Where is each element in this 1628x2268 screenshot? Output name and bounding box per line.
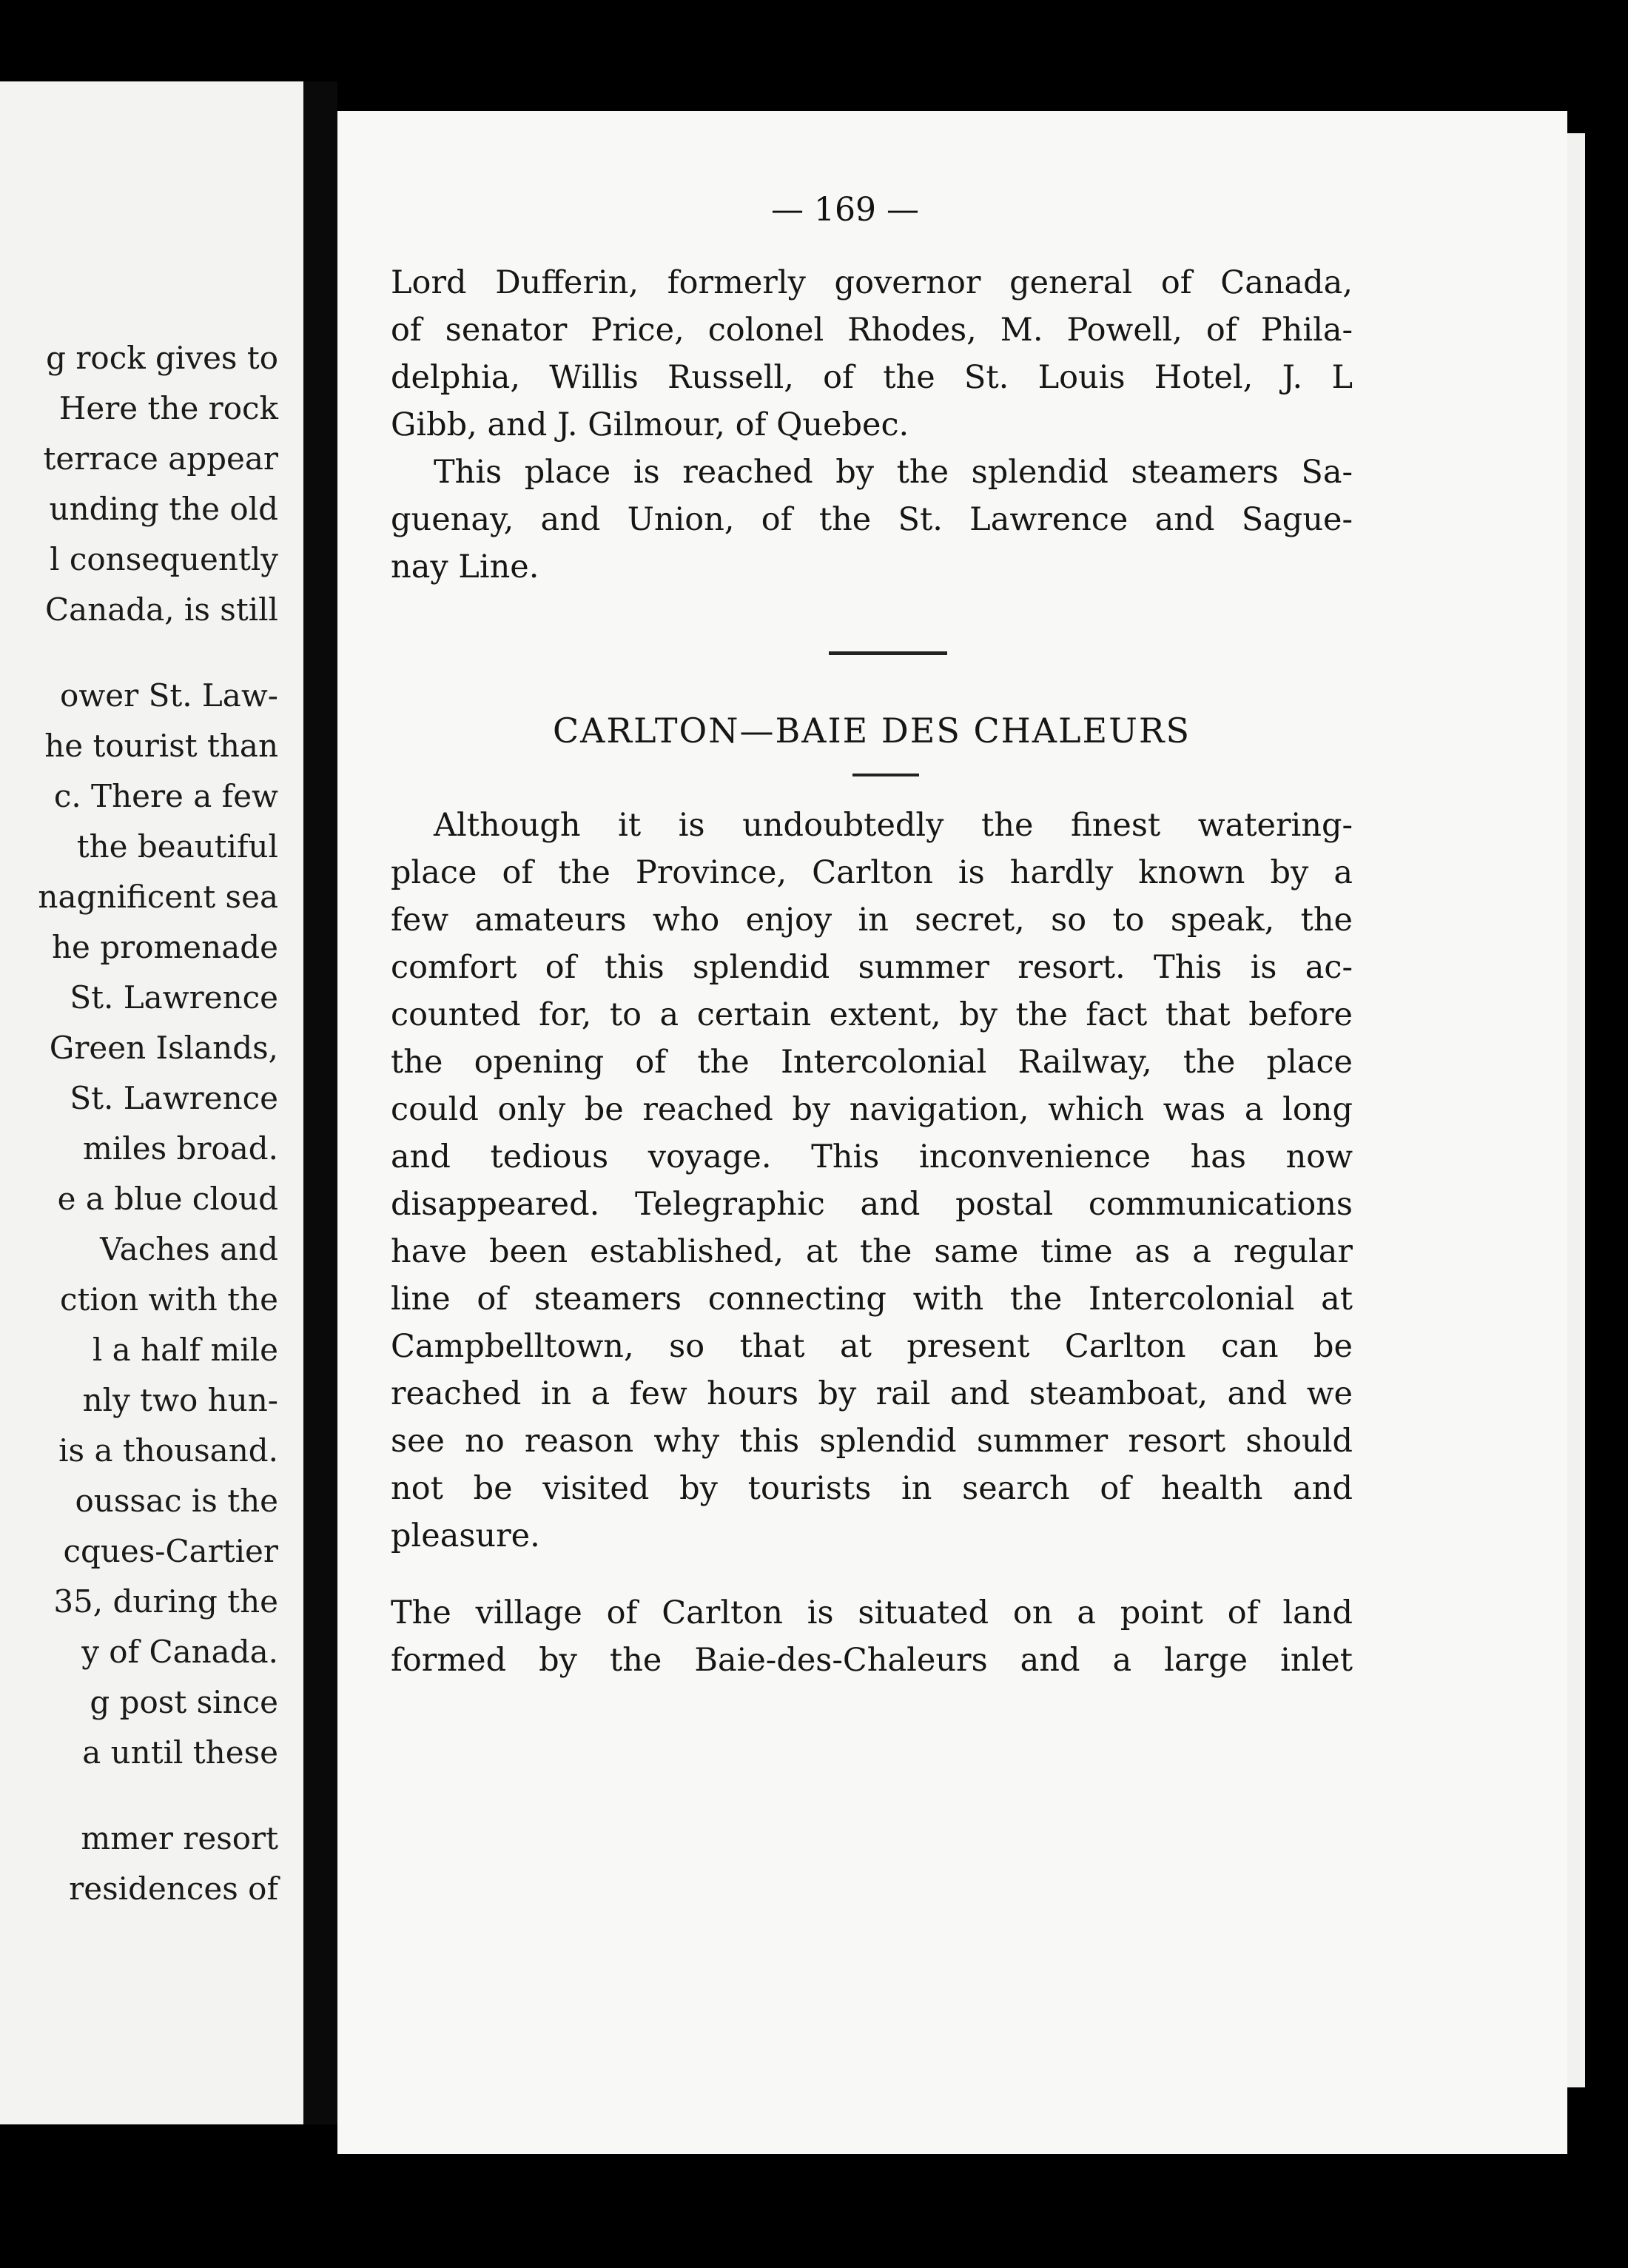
text-line: guenay, and Union, of the St. Lawrence and Sague- <box>391 501 1353 538</box>
text-line: nay Line. <box>391 548 539 586</box>
text-line: the opening of the Intercolonial Railway, the place <box>391 1044 1353 1081</box>
text-line: Campbelltown, so that at present Carlton can be <box>391 1328 1353 1365</box>
paragraph-gap <box>391 1560 1353 1589</box>
left-line: c. There a few <box>53 778 278 814</box>
left-line: e a blue cloud <box>57 1181 278 1217</box>
left-line-gap <box>38 1778 278 1814</box>
left-line: St. Lawrence <box>70 979 278 1016</box>
text-line: delphia, Willis Russell, of the St. Louis Hotel, J. L <box>391 359 1353 396</box>
text-line: place of the Province, Carlton is hardly known by a <box>391 854 1353 891</box>
paragraph-steamers <box>391 449 1353 591</box>
text-line: Although it is undoubtedly the finest watering- <box>434 807 1353 844</box>
book-gutter <box>303 81 337 2124</box>
left-line: he promenade <box>51 929 278 965</box>
left-line: Canada, is still <box>45 591 278 628</box>
text-line: counted for, to a certain extent, by the fact that before <box>391 996 1353 1033</box>
text-line: have been established, at the same time as a regular <box>391 1233 1353 1270</box>
left-line: residences of <box>69 1871 278 1907</box>
left-line: l a half mile <box>92 1332 278 1368</box>
left-line: y of Canada. <box>81 1634 278 1670</box>
left-line: nly two hun- <box>82 1382 278 1418</box>
heading-rule <box>852 774 919 776</box>
left-line: a until these <box>82 1734 278 1771</box>
left-line: he tourist than <box>44 728 278 764</box>
left-page-text <box>38 333 278 1914</box>
left-line: is a thousand. <box>58 1432 278 1469</box>
left-line: 35, during the <box>53 1583 278 1620</box>
left-line: Here the rock <box>58 390 278 426</box>
left-line: unding the old <box>49 491 278 527</box>
paragraph-village <box>391 1589 1353 1684</box>
section-heading: CARLTON—BAIE DES CHALEURS <box>552 711 1191 751</box>
page-number: — 169 — <box>771 191 919 229</box>
left-line: ower St. Law- <box>60 677 278 714</box>
left-line: nagnificent sea <box>38 879 278 915</box>
text-line: reached in a few hours by rail and steamboat, and we <box>391 1375 1353 1412</box>
left-line: l consequently <box>50 541 278 577</box>
page-body <box>391 259 1353 1684</box>
text-line: disappeared. Telegraphic and postal communications <box>391 1186 1353 1223</box>
text-line: line of steamers connecting with the Intercolonial at <box>391 1281 1353 1318</box>
left-line: Vaches and <box>100 1231 278 1267</box>
left-line: cques-Cartier <box>63 1533 278 1569</box>
left-line: mmer resort <box>81 1820 278 1856</box>
paragraph-continuation <box>391 259 1353 449</box>
text-line: Lord Dufferin, formerly governor general of Canada, <box>391 264 1353 301</box>
text-line: not be visited by tourists in search of health and <box>391 1470 1353 1507</box>
text-line: pleasure. <box>391 1517 540 1554</box>
left-line: oussac is the <box>75 1483 278 1519</box>
left-line: terrace appear <box>43 440 278 477</box>
text-line: Gibb, and J. Gilmour, of Quebec. <box>391 406 909 443</box>
left-line: g rock gives to <box>46 340 278 376</box>
left-line: the beautiful <box>76 828 278 865</box>
left-line: ction with the <box>60 1281 278 1318</box>
left-line: miles broad. <box>83 1130 278 1167</box>
left-line: St. Lawrence <box>70 1080 278 1116</box>
left-line-gap <box>38 635 278 671</box>
text-line: and tedious voyage. This inconvenience has now <box>391 1138 1353 1175</box>
text-line: The village of Carlton is situated on a point of land <box>391 1594 1353 1631</box>
text-line: This place is reached by the splendid steamers Sa- <box>434 454 1353 491</box>
text-line: few amateurs who enjoy in secret, so to speak, the <box>391 902 1353 939</box>
text-line: see no reason why this splendid summer resort should <box>391 1423 1353 1460</box>
text-line: could only be reached by navigation, which was a long <box>391 1091 1353 1128</box>
paragraph-carlton <box>391 802 1353 1560</box>
text-line: formed by the Baie-des-Chaleurs and a large inlet <box>391 1642 1353 1679</box>
left-line: Green Islands, <box>49 1030 278 1066</box>
left-page <box>0 81 303 2124</box>
left-line: g post since <box>90 1684 278 1720</box>
text-line: of senator Price, colonel Rhodes, M. Powell, of Phila- <box>391 312 1353 349</box>
text-line: comfort of this splendid summer resort. This is ac- <box>391 949 1353 986</box>
page-edge <box>1567 133 1585 2087</box>
section-divider <box>829 651 947 655</box>
